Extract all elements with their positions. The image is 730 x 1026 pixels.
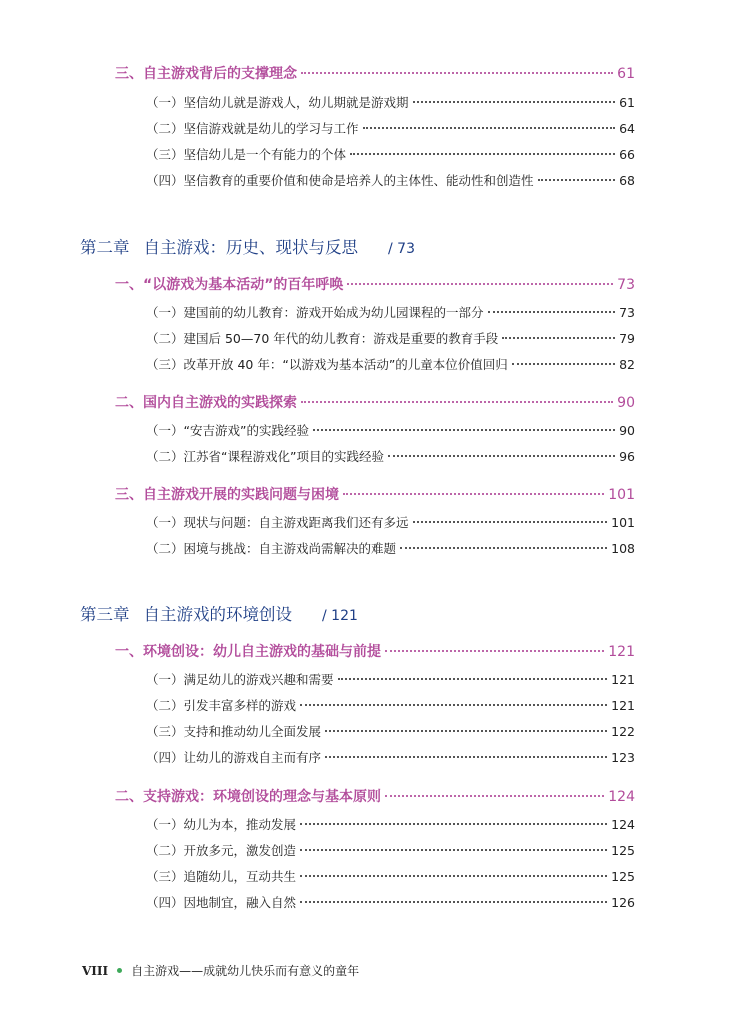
chapter-title: 自主游戏的环境创设	[143, 605, 292, 624]
toc-item[interactable]	[146, 696, 635, 714]
toc-item[interactable]	[146, 867, 635, 885]
item-page: 64	[619, 121, 635, 136]
item-page: 61	[619, 95, 635, 110]
chapter-heading[interactable]	[80, 234, 415, 258]
toc-item[interactable]	[146, 355, 635, 373]
item-title: （四）因地制宜，融入自然	[146, 895, 297, 910]
dot-leader	[300, 849, 607, 851]
item-page: 123	[611, 750, 635, 765]
toc-item[interactable]	[146, 513, 635, 531]
toc-item[interactable]	[146, 539, 635, 557]
dot-leader	[338, 678, 608, 680]
item-page: 121	[611, 672, 635, 687]
footer-page-number: VIII	[82, 964, 109, 978]
toc-item[interactable]	[146, 893, 635, 911]
item-page: 96	[619, 449, 635, 464]
item-title: （四）让幼儿的游戏自主而有序	[146, 750, 322, 765]
page-footer	[82, 962, 359, 979]
item-title: （二）坚信游戏就是幼儿的学习与工作	[146, 121, 359, 136]
section-page: 73	[617, 277, 635, 293]
item-title: （一）现状与问题：自主游戏距离我们还有多远	[146, 515, 409, 530]
chapter-label: 第二章	[80, 238, 130, 257]
item-title: （一）坚信幼儿就是游戏人，幼儿期就是游戏期	[146, 95, 409, 110]
section-title: 一、“以游戏为基本活动”的百年呼唤	[115, 277, 344, 293]
section-page: 101	[608, 487, 635, 503]
bullet-icon	[117, 968, 122, 973]
item-title: （一）幼儿为本，推动发展	[146, 817, 297, 832]
item-page: 122	[611, 724, 635, 739]
toc-item[interactable]	[146, 421, 635, 439]
section-page: 90	[617, 395, 635, 411]
toc-item[interactable]	[146, 119, 635, 137]
toc-section[interactable]	[115, 484, 635, 504]
chapter-page: / 121	[322, 608, 358, 624]
item-title: （三）改革开放 40 年：“以游戏为基本活动”的儿童本位价值回归	[146, 357, 508, 372]
item-title: （二）江苏省“课程游戏化”项目的实践经验	[146, 449, 384, 464]
chapter-title: 自主游戏：历史、现状与反思	[143, 238, 358, 257]
item-page: 125	[611, 843, 635, 858]
item-page: 108	[611, 541, 635, 556]
toc-item[interactable]	[146, 93, 635, 111]
dot-leader	[512, 363, 615, 365]
toc-item[interactable]	[146, 722, 635, 740]
dot-leader	[388, 455, 615, 457]
toc-item[interactable]	[146, 145, 635, 163]
item-page: 68	[619, 173, 635, 188]
item-page: 79	[619, 331, 635, 346]
item-title: （三）坚信幼儿是一个有能力的个体	[146, 147, 347, 162]
dot-leader	[350, 153, 615, 155]
dot-leader	[343, 493, 604, 495]
chapter-heading[interactable]	[80, 601, 358, 625]
dot-leader	[300, 901, 607, 903]
section-title: 二、国内自主游戏的实践探索	[115, 395, 297, 411]
section-title: 三、自主游戏开展的实践问题与困境	[115, 487, 339, 503]
dot-leader	[300, 704, 607, 706]
item-page: 90	[619, 423, 635, 438]
toc-item[interactable]	[146, 329, 635, 347]
item-title: （四）坚信教育的重要价值和使命是培养人的主体性、能动性和创造性	[146, 173, 534, 188]
toc-section[interactable]	[115, 786, 635, 806]
section-page: 124	[608, 789, 635, 805]
dot-leader	[400, 547, 607, 549]
toc-item[interactable]	[146, 748, 635, 766]
dot-leader	[301, 401, 613, 403]
toc-section[interactable]	[115, 63, 635, 83]
toc-section[interactable]	[115, 641, 635, 661]
item-page: 124	[611, 817, 635, 832]
item-title: （二）引发丰富多样的游戏	[146, 698, 297, 713]
item-page: 73	[619, 305, 635, 320]
toc-item[interactable]	[146, 171, 635, 189]
item-page: 66	[619, 147, 635, 162]
item-title: （一）建国前的幼儿教育：游戏开始成为幼儿园课程的一部分	[146, 305, 484, 320]
toc-section[interactable]	[115, 392, 635, 412]
toc-item[interactable]	[146, 815, 635, 833]
toc-item[interactable]	[146, 303, 635, 321]
toc-item[interactable]	[146, 447, 635, 465]
dot-leader	[300, 823, 607, 825]
dot-leader	[538, 179, 616, 181]
dot-leader	[300, 875, 607, 877]
dot-leader	[502, 337, 615, 339]
dot-leader	[385, 650, 604, 652]
chapter-page: / 73	[388, 241, 415, 257]
item-page: 82	[619, 357, 635, 372]
section-page: 121	[608, 644, 635, 660]
section-title: 一、环境创设：幼儿自主游戏的基础与前提	[115, 644, 381, 660]
item-page: 126	[611, 895, 635, 910]
dot-leader	[413, 521, 608, 523]
toc-item[interactable]	[146, 670, 635, 688]
dot-leader	[488, 311, 616, 313]
dot-leader	[313, 429, 615, 431]
dot-leader	[385, 795, 604, 797]
item-title: （二）建国后 50—70 年代的幼儿教育：游戏是重要的教育手段	[146, 331, 499, 346]
item-title: （二）困境与挑战：自主游戏尚需解决的难题	[146, 541, 397, 556]
dot-leader	[347, 283, 613, 285]
item-page: 101	[611, 515, 635, 530]
chapter-label: 第三章	[80, 605, 130, 624]
toc-item[interactable]	[146, 841, 635, 859]
item-title: （三）追随幼儿，互动共生	[146, 869, 297, 884]
dot-leader	[325, 730, 607, 732]
item-title: （一）满足幼儿的游戏兴趣和需要	[146, 672, 334, 687]
section-page: 61	[617, 66, 635, 82]
item-title: （一）“安吉游戏”的实践经验	[146, 423, 309, 438]
item-page: 121	[611, 698, 635, 713]
dot-leader	[363, 127, 616, 129]
dot-leader	[413, 101, 616, 103]
section-title: 二、支持游戏：环境创设的理念与基本原则	[115, 789, 381, 805]
toc-section[interactable]	[115, 274, 635, 294]
dot-leader	[325, 756, 607, 758]
item-title: （二）开放多元，激发创造	[146, 843, 297, 858]
section-title: 三、自主游戏背后的支撑理念	[115, 66, 297, 82]
item-title: （三）支持和推动幼儿全面发展	[146, 724, 322, 739]
footer-book-title: 自主游戏——成就幼儿快乐而有意义的童年	[131, 964, 360, 978]
item-page: 125	[611, 869, 635, 884]
dot-leader	[301, 72, 613, 74]
